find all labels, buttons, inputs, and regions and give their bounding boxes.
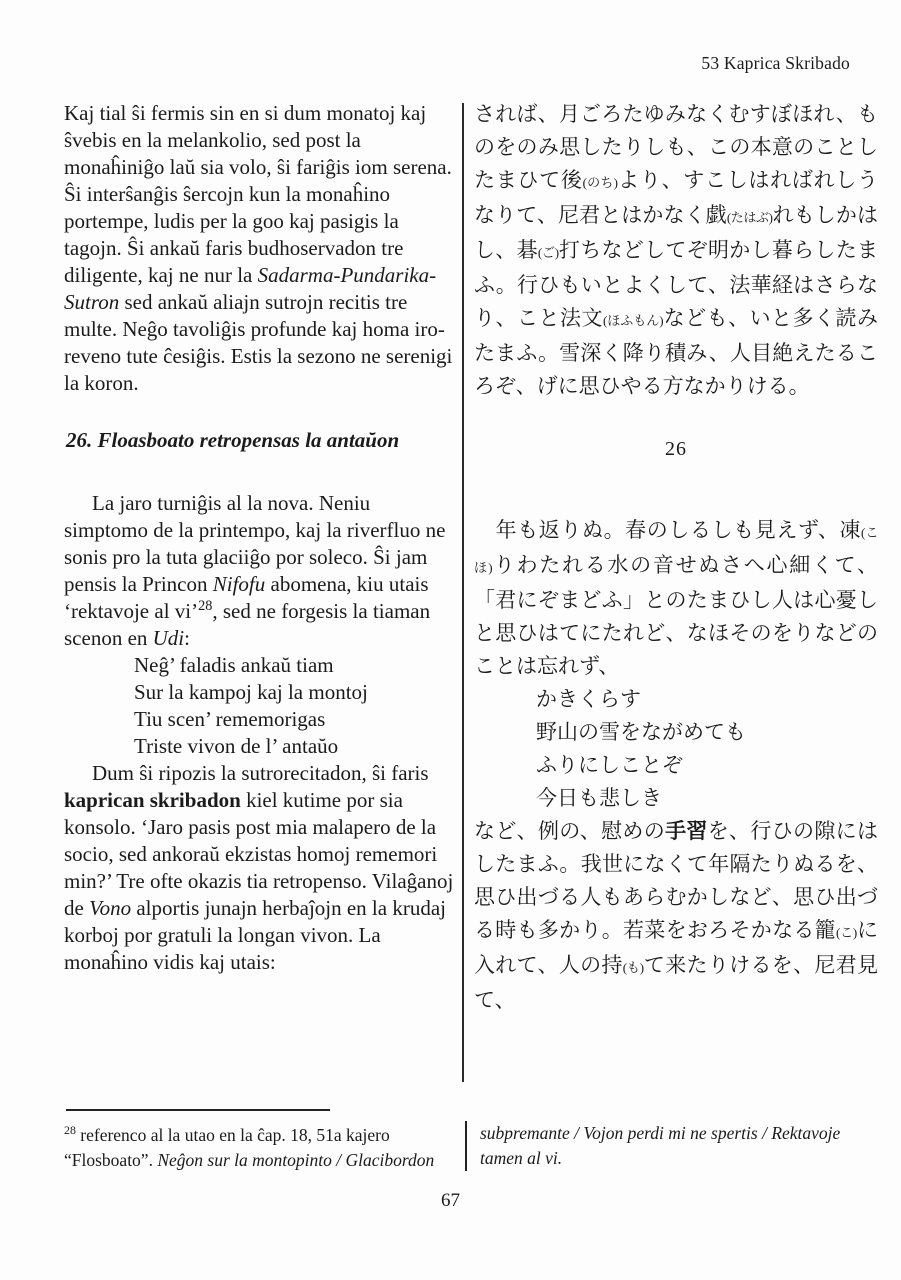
verse-line: かきくらす bbox=[536, 687, 641, 711]
footnote-right: subpremante / Vojon perdi mi ne spertis / Rektavoje tamen al vi. bbox=[465, 1121, 885, 1171]
footnote-rule bbox=[66, 1109, 330, 1111]
section-heading: 26. Floasboato retropensas la antaŭon bbox=[66, 428, 400, 452]
column-divider bbox=[462, 103, 464, 1082]
paragraph-japanese-1: されば、月ごろたゆみなくむすぼほれ、ものをのみ思したりしも、この本意のことしたまひて後(のち)より、すこしはればれしうなりて、尼君とはかなく戯(たはぶ)れもしかはし、碁(ご)打ちなどしてぞ明かし暮らしたまふ。行ひもいとよくして、法華経はさらなり、こと法文(ほふもん)なども、いと多く読みたまふ。雪深く降り積み、人目絶えたるころぞ、げに思ひやる方なかりける。 bbox=[474, 102, 879, 398]
verse-line: Neĝ’ faladis ankaŭ tiam bbox=[134, 653, 334, 677]
verse-line: Triste vivon de l’ antaŭo bbox=[134, 734, 339, 758]
verse-line: 野山の雪をながめても bbox=[536, 720, 746, 744]
page-number: 67 bbox=[441, 1190, 460, 1211]
verse-esperanto bbox=[134, 652, 456, 760]
paragraph-esperanto-1: Kaj tial ŝi fermis sin en si dum monatoj kaj ŝvebis en la melankolio, sed post la monaĥiniĝo laŭ sia volo, ŝi fariĝis iom serena. Ŝi interŝanĝis ŝercojn kun la monaĥino portempe, ludis per la goo kaj pasigis la tagojn. Ŝi ankaŭ faris budhoservadon tre diligente, kaj ne nur la Sadarma-Pundarika-Sutron sed ankaŭ aliajn sutrojn recitis tre multe. Neĝo tavoliĝis profunde kaj homa iro-reveno tute ĉesiĝis. Estis la sezono ne serenigi la koron. bbox=[64, 101, 453, 395]
verse-line: 今日も悲しき bbox=[536, 786, 662, 810]
verse-line: Tiu scen’ rememorigas bbox=[134, 707, 326, 731]
paragraph-esperanto-3: Dum ŝi ripozis la sutrorecitadon, ŝi faris kaprican skribadon kiel kutime por sia konsolo. ‘Jaro pasis post mia malapero de la socio, sed ankoraŭ ekzistas homoj rememori min?’ Tre ofte okazis tia retropenso. Vilaĝanoj de Vono alportis junajn herbaĵojn en la krudaj korboj por gratuli la longan vivon. La monaĥino vidis kaj utais: bbox=[64, 761, 454, 974]
section-number: 26 bbox=[665, 438, 687, 460]
paragraph-japanese-2: 年も返りぬ。春のしるしも見えず、凍(こほ)りわたれる水の音せぬさへ心細くて、「君にぞまどふ」とのたまひし人は心憂しと思ひはてにたれど、なほそのをりなどのことは忘れず、 bbox=[474, 518, 878, 678]
verse-line: Sur la kampoj kaj la montoj bbox=[134, 680, 368, 704]
left-column-esperanto bbox=[64, 100, 456, 976]
paragraph-esperanto-2: La jaro turniĝis al la nova. Neniu simptomo de la printempo, kaj la riverfluo ne sonis pro la tuta glaciiĝo por soleco. Ŝi jam pensis la Princon Nifofu abomena, kiu utais ‘rektavoje al vi’$^{28}$, sed ne forgesis la tiaman scenon en Udi: bbox=[64, 491, 446, 650]
right-column-japanese bbox=[474, 98, 878, 1017]
verse-line: ふりにしことぞ bbox=[536, 753, 683, 777]
running-header: 53 Kaprica Skribado bbox=[701, 53, 850, 73]
paragraph-japanese-3: など、例の、慰めの手習を、行ひの隙にはしたまふ。我世になくて年隔たりぬるを、思ひ出づる人もあらむかしなど、思ひ出づる時も多かり。若菜をおろそかなる籠(こ)に入れて、人の持(も)て来たりけるを、尼君見て、 bbox=[474, 819, 879, 1012]
verse-japanese bbox=[536, 683, 878, 815]
footnote-left: $^{28}$ referenco al la utao en la ĉap. 18, 51a kajero “Flosboato”. Neĝon sur la montopinto / Glacibordon bbox=[64, 1123, 435, 1170]
